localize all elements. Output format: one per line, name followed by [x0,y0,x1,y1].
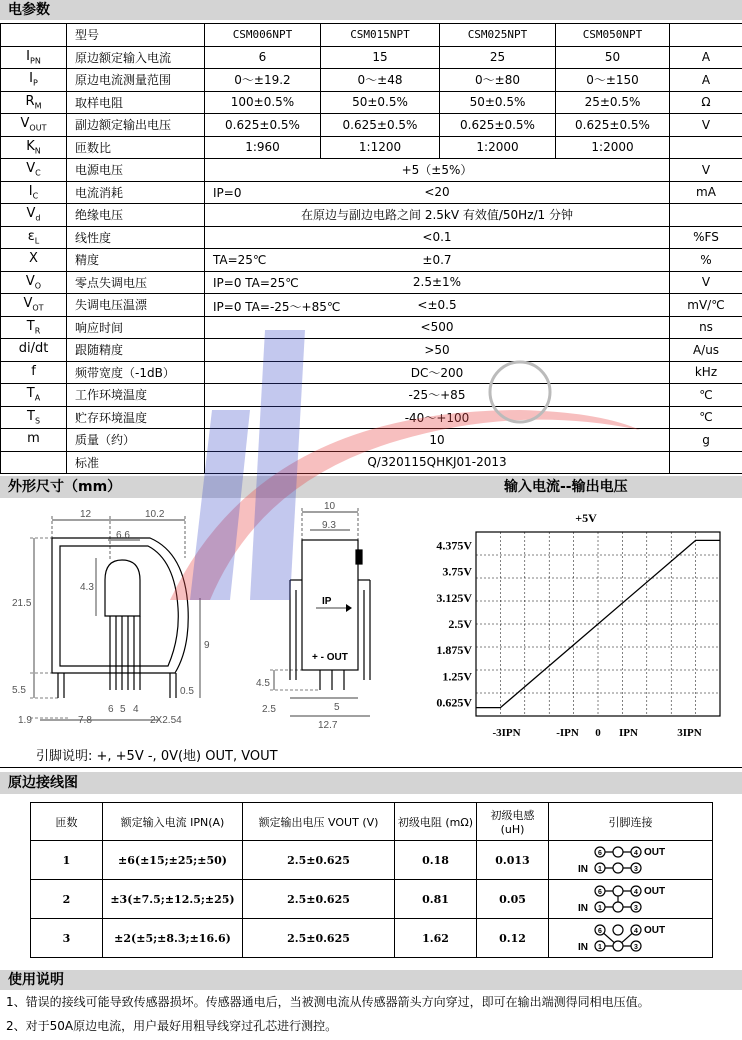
dim-5: 5 [334,702,340,713]
spec-unit: kHz [670,361,742,384]
x-tick-label: -3IPN [492,727,521,739]
model-name: CSM025NPT [440,24,556,47]
params-header-row [1,24,742,47]
symbol: di/dt [18,341,49,357]
symbol-cell [1,361,67,384]
spec-row [1,339,742,362]
dim-9-3: 9.3 [322,520,336,531]
spec-condition: IP=0 TA=25℃ [213,275,299,290]
outline-header [0,476,742,498]
dim-12-7: 12.7 [318,720,338,731]
io-title: 输入电流--输出电压 [504,479,628,495]
symbol-cell [1,226,67,249]
dim-0-5: 0.5 [180,686,194,697]
param-name: 原边额定输入电流 [67,46,205,69]
pin-3: 3 [633,866,638,873]
spec-row [1,204,742,227]
wiring-header-row [31,803,713,841]
pin-4: 4 [633,850,638,857]
spec-unit: mV/℃ [670,294,742,317]
symbol: X [29,251,38,267]
pin-connection-diagram [556,842,706,878]
spec-value: 在原边与副边电路之间 2.5kV 有效值/50Hz/1 分钟 [301,208,573,223]
pin-6: 6 [597,850,602,857]
param-name: 取样电阻 [67,91,205,114]
wiring-turns: 1 [31,841,103,880]
wiring-vout: 2.5±0.625 [243,841,395,880]
spec-name: 贮存环境温度 [67,406,205,429]
pin-legend: 引脚说明: +, +5V -, 0V(地) OUT, VOUT [36,749,278,764]
spec-value-cell [205,294,670,317]
spec-name: 绝缘电压 [67,204,205,227]
dim-10-2: 10.2 [145,509,165,520]
param-value: 0.625±0.5% [321,114,440,137]
spec-row [1,181,742,204]
y-tick-label: 2.5V [448,617,472,631]
param-value: 0～±48 [321,69,440,92]
symbol: T [26,318,35,334]
spec-unit: g [670,429,742,452]
symbol-cell [1,339,67,362]
symbol-sub: A [34,394,41,404]
symbol: I [26,48,31,64]
symbol: V [20,116,30,132]
symbol: V [25,273,35,289]
params-row [1,114,742,137]
pin-legend-side: + - OUT [312,652,348,663]
param-value: 0.625±0.5% [556,114,670,137]
dim-21-5: 21.5 [12,598,32,609]
spec-value: >50 [424,342,450,357]
pin-5-label: 5 [120,704,126,715]
spec-unit: ℃ [670,384,742,407]
symbol-cell [1,114,67,137]
symbol: T [26,386,35,402]
dim-10: 10 [324,501,336,512]
outline-title: 外形尺寸（mm） [8,479,122,495]
dim-12: 12 [80,509,92,520]
spec-unit: ns [670,316,742,339]
symbol-sub: L [34,236,40,246]
param-value: 0.625±0.5% [205,114,321,137]
spec-name: 电源电压 [67,159,205,182]
pin-connection-cell [549,880,713,919]
y-tick-label: 4.375V [436,538,472,553]
pin-3: 3 [633,944,638,951]
wiring-turns: 2 [31,880,103,919]
symbol-cell [1,406,67,429]
pin-3: 3 [633,905,638,912]
spec-row [1,226,742,249]
dim-1-9: 1.9 [18,715,32,726]
section-wiring: 原边接线图 [0,772,742,794]
spec-value-cell [205,249,670,272]
spec-value: ±0.7 [422,252,452,267]
symbol: T [26,408,35,424]
wiring-ipn: ±2(±5;±8.3;±16.6) [103,919,243,958]
x-tick-label: 0 [595,727,601,739]
in-label: IN [577,864,588,875]
spec-name: 精度 [67,249,205,272]
note-1: 1、错误的接线可能导致传感器损坏。传感器通电后，当被测电流从传感器箭头方向穿过，即可在输出端测得同相电压值。 [6,995,650,1009]
wiring-r: 0.81 [395,880,477,919]
x-tick-label: 3IPN [677,727,702,739]
model-name: CSM015NPT [321,24,440,47]
symbol: R [25,93,35,109]
symbol-sub: P [33,79,38,89]
spec-value-cell [205,361,670,384]
spec-name: 线性度 [67,226,205,249]
dim-5-5: 5.5 [12,685,26,696]
wiring-turns: 3 [31,919,103,958]
spec-name: 标准 [67,451,205,474]
spec-value-cell [205,159,670,182]
pin-4: 4 [633,928,638,935]
spec-row [1,271,742,294]
spec-unit: V [670,159,742,182]
pin-1: 1 [597,866,602,873]
spec-name: 频带宽度（-1dB） [67,361,205,384]
wiring-row [31,841,713,880]
symbol-sub: M [34,101,42,111]
wiring-ipn: ±6(±15;±25;±50) [103,841,243,880]
param-value: 0.625±0.5% [440,114,556,137]
param-unit: Ω [670,91,742,114]
symbol: I [29,71,33,87]
spec-unit: % [670,249,742,272]
spec-unit: V [670,271,742,294]
y-tick-label: 1.875V [436,643,472,658]
symbol-cell [1,69,67,92]
dim-2-5: 2.5 [262,704,276,715]
wiring-vout: 2.5±0.625 [243,880,395,919]
wiring-header-cell: 匝数 [31,803,103,841]
param-value: 25 [440,46,556,69]
spec-value-cell [205,406,670,429]
spec-unit [670,204,742,227]
params-row [1,136,742,159]
spec-unit: mA [670,181,742,204]
spec-row [1,406,742,429]
spec-unit: A/us [670,339,742,362]
wiring-header-cell: 额定输出电压 VOUT (V) [243,803,395,841]
out-label: OUT [643,847,665,858]
symbol-cell [1,136,67,159]
symbol: V [26,161,36,177]
pin-connection-diagram [556,920,706,956]
symbol-sub: PN [30,56,41,66]
dim-4-5: 4.5 [256,678,270,689]
spec-value-cell [205,429,670,452]
symbol-sub: S [34,416,41,426]
spec-value-cell [205,339,670,362]
unit-cell [670,24,742,47]
symbol-cell [1,46,67,69]
param-value: 0～±80 [440,69,556,92]
param-value: 1:1200 [321,136,440,159]
param-value: 1:960 [205,136,321,159]
spec-name: 电流消耗 [67,181,205,204]
param-name: 匝数比 [67,136,205,159]
symbol: f [31,363,36,379]
spec-name: 失调电压温漂 [67,294,205,317]
symbol-cell [1,181,67,204]
ip-arrow-label: IP [322,596,332,607]
wiring-table [30,802,713,958]
spec-row [1,159,742,182]
spec-row [1,451,742,474]
wiring-l: 0.12 [477,919,549,958]
spec-value: <500 [420,320,454,335]
symbol-sub: N [34,146,41,156]
pin-4-label: 4 [133,704,139,715]
symbol-cell [1,159,67,182]
symbol-sub: C [35,169,41,179]
symbol-sub: d [35,214,41,224]
spec-name: 零点失调电压 [67,271,205,294]
symbol-sub: C [32,191,39,201]
y-tick-label: 0.625V [436,695,472,710]
x-tick-label: -IPN [556,727,579,739]
spec-value-cell [205,384,670,407]
param-value: 1:2000 [440,136,556,159]
spec-row [1,249,742,272]
symbol: V [26,206,36,222]
param-name: 原边电流测量范围 [67,69,205,92]
symbol-cell [1,451,67,474]
symbol-cell [1,429,67,452]
model-name: CSM006NPT [205,24,321,47]
y-tick-label: 3.75V [442,564,472,579]
section-usage: 使用说明 [0,970,742,990]
model-label: 型号 [67,24,205,47]
dim-4-3: 4.3 [80,582,94,593]
spec-value: <0.1 [422,230,452,245]
symbol-sub: OT [32,304,44,314]
sensor-body-front [52,538,188,673]
spec-condition: IP=0 [213,185,242,200]
spec-unit: %FS [670,226,742,249]
spec-value: 2.5±1% [412,275,462,290]
symbol-cell [1,204,67,227]
param-value: 1:2000 [556,136,670,159]
chart-title: +5V [575,511,597,525]
spec-condition: TA=25℃ [213,253,267,267]
out-label: OUT [643,886,665,897]
wiring-row [31,880,713,919]
spec-row [1,294,742,317]
symbol: K [26,138,35,154]
param-value: 6 [205,46,321,69]
spec-value-cell [205,181,670,204]
in-label: IN [577,942,588,953]
wiring-vout: 2.5±0.625 [243,919,395,958]
param-value: 0～±19.2 [205,69,321,92]
wiring-r: 1.62 [395,919,477,958]
symbol: ε [27,228,35,244]
param-value: 100±0.5% [205,91,321,114]
spec-row [1,361,742,384]
spec-value-cell [205,271,670,294]
param-value: 50±0.5% [321,91,440,114]
io-chart [402,498,742,748]
spec-value: <±0.5 [417,297,457,312]
spec-unit [670,451,742,474]
spec-name: 质量（约） [67,429,205,452]
pin-connection-diagram [556,881,706,917]
pin-4: 4 [633,889,638,896]
dim-pitch: 2X2.54 [150,715,182,726]
param-name: 副边额定输出电压 [67,114,205,137]
wiring-header-cell: 初级电感 (uH) [477,803,549,841]
symbol-cell [1,316,67,339]
pin-1: 1 [597,944,602,951]
pin-connection-cell [549,919,713,958]
symbol: V [23,296,33,312]
symbol-cell [1,91,67,114]
usage-notes [0,990,742,1038]
spec-row [1,384,742,407]
symbol-sub: OUT [29,124,47,134]
spec-name: 跟随精度 [67,339,205,362]
param-value: 25±0.5% [556,91,670,114]
params-row [1,69,742,92]
symbol-sub: O [34,281,42,291]
sym-cell [1,24,67,47]
symbol: m [27,431,40,447]
spec-value: Q/320115QHKJ01-2013 [367,455,507,470]
symbol-cell [1,271,67,294]
y-tick-label: 3.125V [436,590,472,605]
dim-9: 9 [204,640,210,651]
spec-value: +5（±5%） [401,163,473,178]
wiring-header-cell: 引脚连接 [549,803,713,841]
param-unit: A [670,46,742,69]
wiring-row [31,919,713,958]
in-label: IN [577,903,588,914]
spec-value-cell [205,204,670,227]
param-value: 15 [321,46,440,69]
spec-name: 工作环境温度 [67,384,205,407]
note-2: 2、对于50A原边电流，用户最好用粗导线穿过孔芯进行测控。 [6,1019,338,1033]
wiring-header-cell: 初级电阻 (mΩ) [395,803,477,841]
params-table [0,23,742,474]
spec-value: -25～+85 [408,388,466,403]
pin-6: 6 [597,889,602,896]
spec-row [1,316,742,339]
spec-row [1,429,742,452]
spec-condition: IP=0 TA=-25～+85℃ [213,300,341,314]
wiring-l: 0.05 [477,880,549,919]
pin-6: 6 [597,928,602,935]
out-label: OUT [643,925,665,936]
pin-1: 1 [597,905,602,912]
model-name: CSM050NPT [556,24,670,47]
param-value: 0～±150 [556,69,670,92]
param-value: 50 [556,46,670,69]
params-row [1,91,742,114]
pin-6-label: 6 [108,704,114,715]
wiring-ipn: ±3(±7.5;±12.5;±25) [103,880,243,919]
spec-value: -40～+100 [404,410,470,425]
pin-connection-cell [549,841,713,880]
x-tick-label: IPN [619,727,638,739]
spec-value-cell [205,451,670,474]
spec-value: 10 [429,432,445,447]
param-value: 50±0.5% [440,91,556,114]
spec-unit: ℃ [670,406,742,429]
params-row [1,46,742,69]
wiring-header-cell: 额定输入电流 IPN(A) [103,803,243,841]
symbol-cell [1,294,67,317]
dim-6-6: 6.6 [116,530,130,541]
symbol-cell [1,249,67,272]
wiring-r: 0.18 [395,841,477,880]
param-unit: V [670,114,742,137]
param-unit [670,136,742,159]
symbol-cell [1,384,67,407]
symbol-sub: R [34,326,41,336]
symbol: I [28,183,33,199]
spec-value-cell [205,226,670,249]
dim-7-8: 7.8 [78,715,92,726]
wiring-l: 0.013 [477,841,549,880]
param-unit: A [670,69,742,92]
spec-value: DC～200 [410,365,464,380]
y-tick-label: 1.25V [442,669,472,684]
spec-value: <20 [424,185,450,200]
outline-section [0,476,742,768]
section-electrical: 电参数 [0,0,742,20]
spec-name: 响应时间 [67,316,205,339]
spec-value-cell [205,316,670,339]
sensor-dome [105,560,140,616]
